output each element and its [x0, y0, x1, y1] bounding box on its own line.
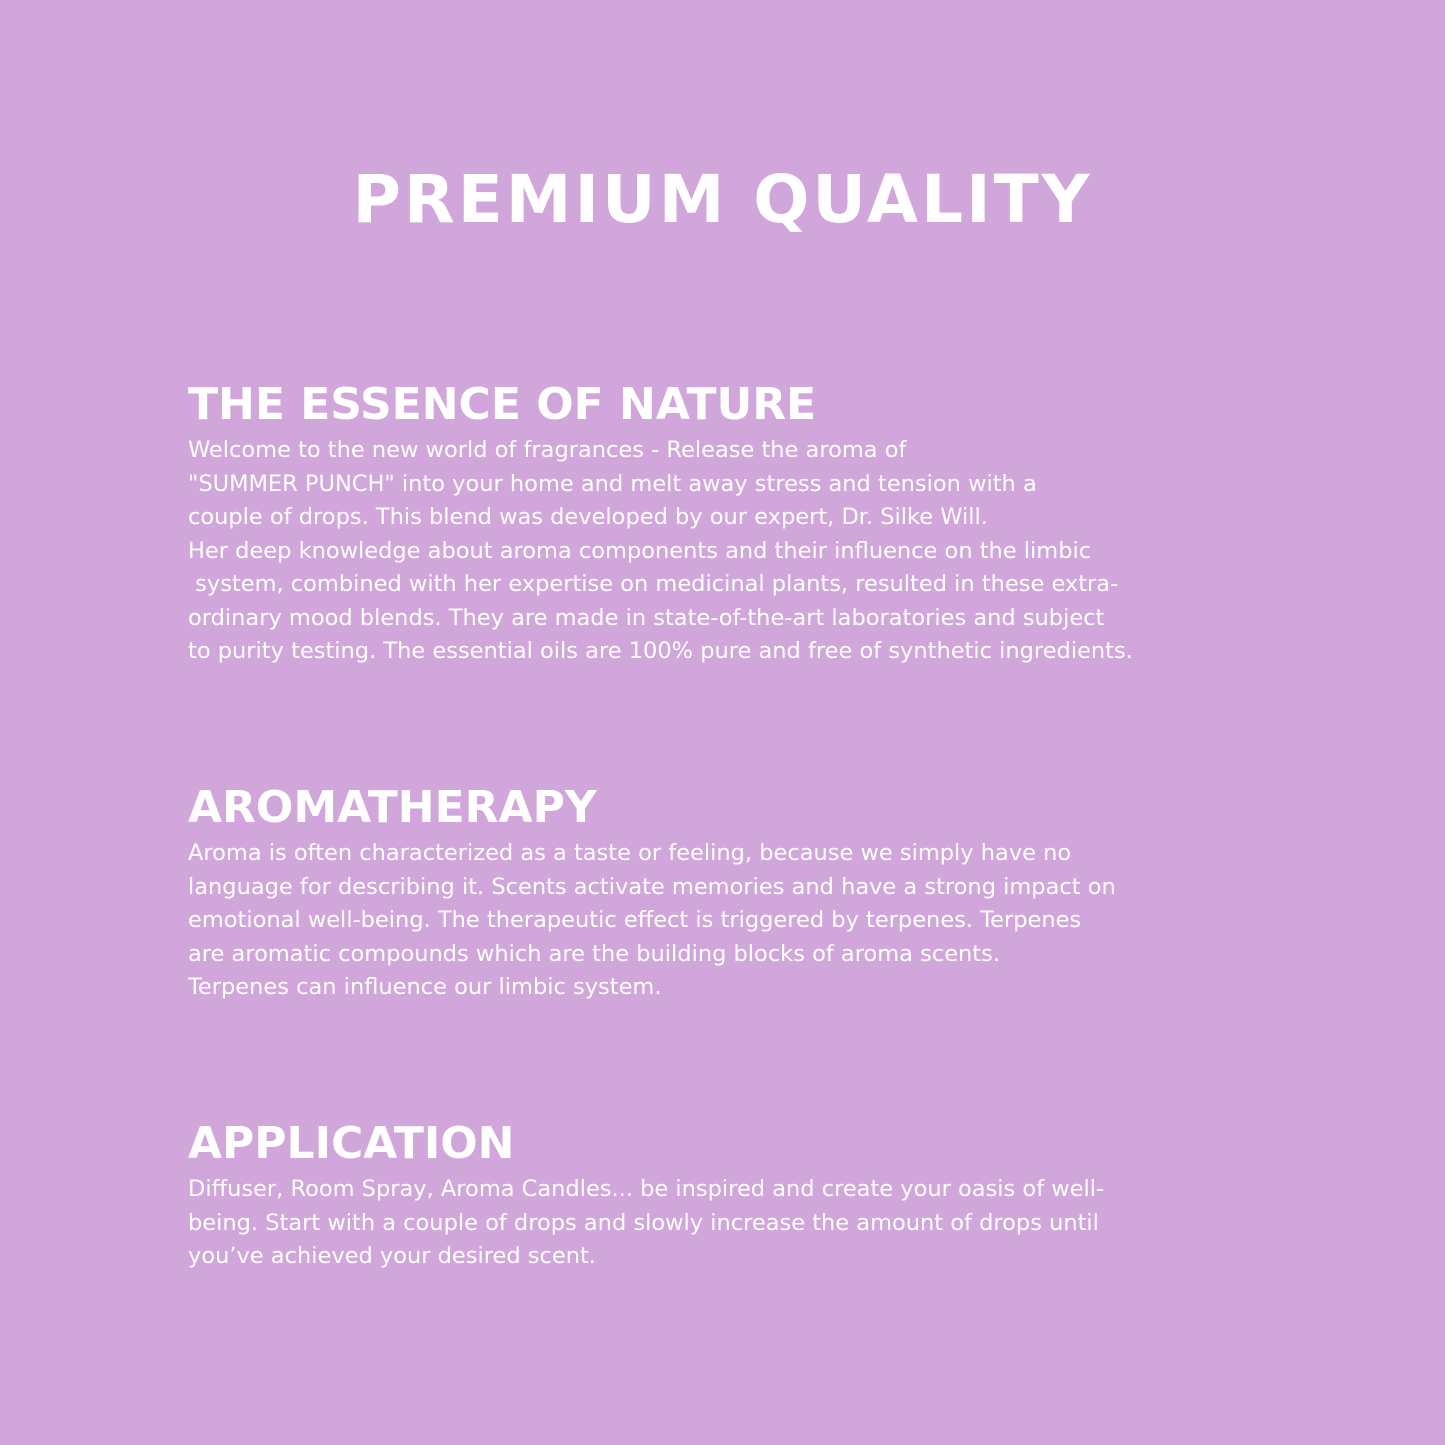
body-line: Terpenes can influence our limbic system. [188, 974, 662, 1000]
body-line: language for describing it. Scents activate memories and have a strong impact on [188, 873, 1116, 900]
body-line: "SUMMER PUNCH" into your home and melt away stress and tension with a [188, 470, 1037, 497]
body-line: Aroma is often characterized as a taste or feeling, because we simply have no [188, 840, 1072, 866]
section-application [188, 1117, 1298, 1274]
section-body [188, 837, 1298, 1005]
section-heading: AROMATHERAPY [188, 782, 597, 833]
body-line: Diffuser, Room Spray, Aroma Candles... be inspired and create your oasis of well- [188, 1176, 1105, 1202]
section-body [188, 434, 1298, 669]
body-line: you’ve achieved your desired scent. [188, 1243, 596, 1269]
body-line: are aromatic compounds which are the building blocks of aroma scents. [188, 940, 1000, 967]
body-line: Welcome to the new world of fragrances - Release the aroma of [188, 437, 907, 463]
body-line: ordinary mood blends. They are made in state-of-the-art laboratories and subject [188, 604, 1105, 631]
body-line: to purity testing. The essential oils are 100% pure and free of synthetic ingredients. [188, 638, 1133, 664]
body-line: system, combined with her expertise on medicinal plants, resulted in these extra- [188, 571, 1119, 597]
section-aromatherapy [188, 781, 1298, 1005]
section-heading: THE ESSENCE OF NATURE [188, 379, 817, 430]
section-heading: APPLICATION [188, 1118, 515, 1169]
section-body [188, 1173, 1298, 1274]
body-line: emotional well-being. The therapeutic effect is triggered by terpenes. Terpenes [188, 907, 1082, 933]
page-title: PREMIUM QUALITY [352, 161, 1093, 238]
section-essence-of-nature [188, 378, 1298, 669]
body-line: couple of drops. This blend was developed by our expert, Dr. Silke Will. [188, 504, 988, 530]
body-line: being. Start with a couple of drops and slowly increase the amount of drops until [188, 1209, 1099, 1236]
body-line: Her deep knowledge about aroma components and their influence on the limbic [188, 537, 1092, 564]
